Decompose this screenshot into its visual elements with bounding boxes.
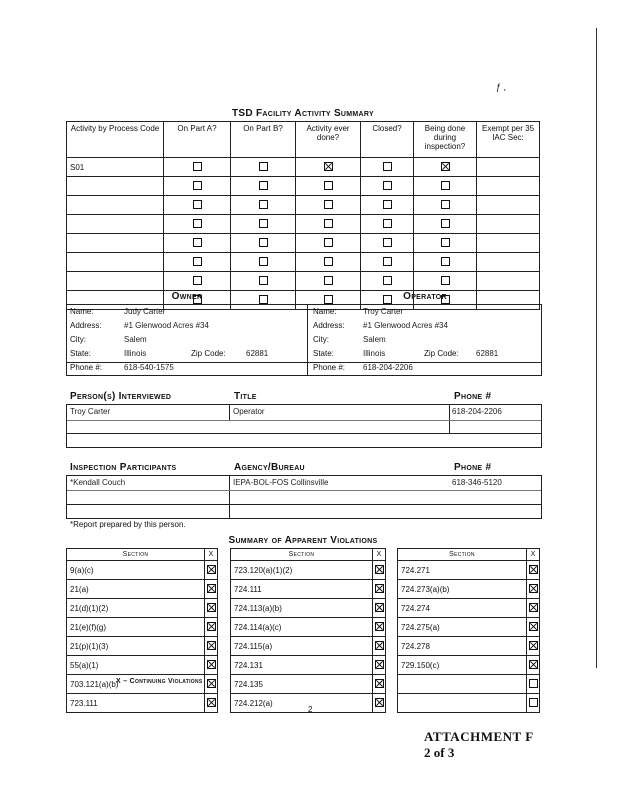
owner-city-value: Salem bbox=[124, 335, 147, 344]
participants-heading: Inspection Participants bbox=[70, 462, 177, 473]
continuing-violation-checkbox[interactable] bbox=[207, 660, 216, 669]
operator-zip-value: 62881 bbox=[476, 349, 499, 358]
activity-row bbox=[67, 215, 540, 234]
continuing-violation-checkbox[interactable] bbox=[375, 679, 384, 688]
continuing-violation-checkbox[interactable] bbox=[529, 679, 538, 688]
continuing-violation-checkbox[interactable] bbox=[207, 641, 216, 650]
part-a-checkbox[interactable] bbox=[193, 200, 202, 209]
ever-done-checkbox[interactable] bbox=[324, 162, 333, 171]
part-b-checkbox[interactable] bbox=[259, 238, 268, 247]
owner-phone-value: 618-540-1575 bbox=[124, 363, 174, 372]
continuing-violation-checkbox[interactable] bbox=[529, 584, 538, 593]
operator-name-value: Troy Carter bbox=[363, 307, 404, 316]
violation-section: 723.120(a)(1)(2) bbox=[231, 561, 373, 580]
owner-name-value: Judy Carter bbox=[124, 307, 166, 316]
continuing-violation-checkbox[interactable] bbox=[529, 698, 538, 707]
violation-row bbox=[231, 599, 386, 618]
part-b-checkbox[interactable] bbox=[259, 257, 268, 266]
violation-row bbox=[231, 618, 386, 637]
continuing-violation-checkbox[interactable] bbox=[207, 622, 216, 631]
interviewed-title-heading: Title bbox=[234, 391, 257, 402]
violation-row bbox=[398, 656, 540, 675]
continuing-violation-checkbox[interactable] bbox=[207, 565, 216, 574]
owner-state-value: Illinois bbox=[124, 349, 147, 358]
ever-done-checkbox[interactable] bbox=[324, 200, 333, 209]
violation-section: 724.212(a) bbox=[231, 694, 373, 713]
being-done-checkbox[interactable] bbox=[441, 200, 450, 209]
exempt-cell bbox=[477, 196, 540, 215]
closed-checkbox[interactable] bbox=[383, 200, 392, 209]
participant-phone-value: 618-346-5120 bbox=[452, 478, 502, 487]
part-b-checkbox[interactable] bbox=[259, 219, 268, 228]
violation-section: 723.111 bbox=[67, 694, 205, 713]
part-a-checkbox[interactable] bbox=[193, 276, 202, 285]
owner-heading: Owner bbox=[171, 291, 203, 302]
continuing-violation-checkbox[interactable] bbox=[375, 565, 384, 574]
operator-state-label: State: bbox=[313, 349, 334, 358]
violation-row bbox=[67, 561, 218, 580]
x-header-3: X bbox=[527, 549, 540, 561]
ever-done-checkbox[interactable] bbox=[324, 276, 333, 285]
violation-row bbox=[67, 618, 218, 637]
violation-row bbox=[67, 580, 218, 599]
closed-checkbox[interactable] bbox=[383, 219, 392, 228]
col-activity-code: Activity by Process Code bbox=[67, 122, 164, 158]
operator-phone-value: 618-204-2206 bbox=[363, 363, 413, 372]
part-a-checkbox[interactable] bbox=[193, 238, 202, 247]
section-header-1: Section bbox=[67, 549, 205, 561]
report-prepared-note: *Report prepared by this person. bbox=[70, 520, 186, 529]
continuing-violation-checkbox[interactable] bbox=[529, 641, 538, 650]
continuing-violations-footnote: X – Continuing Violations bbox=[116, 678, 203, 685]
violation-row bbox=[231, 656, 386, 675]
part-a-checkbox[interactable] bbox=[193, 162, 202, 171]
ever-done-checkbox[interactable] bbox=[324, 219, 333, 228]
continuing-violation-checkbox[interactable] bbox=[207, 679, 216, 688]
activity-row bbox=[67, 158, 540, 177]
exempt-cell bbox=[477, 215, 540, 234]
activity-row bbox=[67, 253, 540, 272]
exempt-cell bbox=[477, 253, 540, 272]
continuing-violation-checkbox[interactable] bbox=[375, 698, 384, 707]
activity-header-row bbox=[67, 122, 540, 158]
exempt-cell bbox=[477, 272, 540, 291]
being-done-checkbox[interactable] bbox=[441, 162, 450, 171]
part-a-checkbox[interactable] bbox=[193, 181, 202, 190]
violation-row bbox=[398, 618, 540, 637]
section-header-2: Section bbox=[231, 549, 373, 561]
attachment-page: 2 of 3 bbox=[424, 745, 455, 760]
operator-phone-label: Phone #: bbox=[313, 363, 346, 372]
interviewed-person-value: Troy Carter bbox=[70, 407, 111, 416]
interviewed-title-value: Operator bbox=[233, 407, 265, 416]
continuing-violation-checkbox[interactable] bbox=[207, 603, 216, 612]
violation-row bbox=[398, 599, 540, 618]
activity-code-cell: S01 bbox=[67, 158, 164, 177]
continuing-violation-checkbox[interactable] bbox=[529, 603, 538, 612]
violation-section: 21(e)(f)(g) bbox=[67, 618, 205, 637]
activity-code-cell bbox=[67, 177, 164, 196]
violation-section: 21(a) bbox=[67, 580, 205, 599]
violation-section: 724.135 bbox=[231, 675, 373, 694]
col-closed: Closed? bbox=[361, 122, 414, 158]
being-done-checkbox[interactable] bbox=[441, 219, 450, 228]
col-being-done: Being done during inspection? bbox=[414, 122, 477, 158]
violation-section: 21(d)(1)(2) bbox=[67, 599, 205, 618]
interviewed-heading: Person(s) Interviewed bbox=[70, 391, 172, 402]
violation-row bbox=[398, 561, 540, 580]
operator-zip-label: Zip Code: bbox=[424, 349, 459, 358]
continuing-violation-checkbox[interactable] bbox=[375, 603, 384, 612]
owner-address-value: #1 Glenwood Acres #34 bbox=[124, 321, 209, 330]
activity-row bbox=[67, 272, 540, 291]
violation-section: 729.150(c) bbox=[398, 656, 527, 675]
part-b-checkbox[interactable] bbox=[259, 181, 268, 190]
violation-row bbox=[67, 656, 218, 675]
violation-row bbox=[231, 637, 386, 656]
activity-summary-title: TSD Facility Activity Summary bbox=[232, 108, 374, 119]
violations-table-3 bbox=[397, 548, 540, 713]
violations-table-2 bbox=[230, 548, 386, 713]
col-on-part-b: On Part B? bbox=[231, 122, 296, 158]
page-number: 2 bbox=[308, 705, 313, 714]
part-b-checkbox[interactable] bbox=[259, 276, 268, 285]
violation-row bbox=[67, 694, 218, 713]
x-header-2: X bbox=[373, 549, 386, 561]
continuing-violation-checkbox[interactable] bbox=[375, 622, 384, 631]
operator-city-label: City: bbox=[313, 335, 329, 344]
continuing-violation-checkbox[interactable] bbox=[529, 660, 538, 669]
violation-section bbox=[398, 694, 527, 713]
operator-state-value: Illinois bbox=[363, 349, 386, 358]
activity-code-cell bbox=[67, 272, 164, 291]
activity-code-cell bbox=[67, 234, 164, 253]
activity-code-cell bbox=[67, 196, 164, 215]
being-done-checkbox[interactable] bbox=[441, 257, 450, 266]
closed-checkbox[interactable] bbox=[383, 257, 392, 266]
violation-row bbox=[398, 580, 540, 599]
violation-row bbox=[231, 561, 386, 580]
owner-city-label: City: bbox=[70, 335, 86, 344]
violation-section: 55(a)(1) bbox=[67, 656, 205, 675]
operator-address-label: Address: bbox=[313, 321, 345, 330]
being-done-checkbox[interactable] bbox=[441, 276, 450, 285]
continuing-violation-checkbox[interactable] bbox=[375, 660, 384, 669]
violation-section: 724.114(a)(c) bbox=[231, 618, 373, 637]
participant-value: *Kendall Couch bbox=[70, 478, 126, 487]
violation-row bbox=[398, 675, 540, 694]
violation-section: 724.115(a) bbox=[231, 637, 373, 656]
operator-address-value: #1 Glenwood Acres #34 bbox=[363, 321, 448, 330]
owner-zip-label: Zip Code: bbox=[191, 349, 226, 358]
part-b-checkbox[interactable] bbox=[259, 200, 268, 209]
interviewed-phone-value: 618-204-2206 bbox=[452, 407, 502, 416]
ever-done-checkbox[interactable] bbox=[324, 238, 333, 247]
violation-row bbox=[67, 637, 218, 656]
violations-title: Summary of Apparent Violations bbox=[228, 535, 378, 546]
col-activity-ever-done: Activity ever done? bbox=[296, 122, 361, 158]
violation-section: 724.278 bbox=[398, 637, 527, 656]
part-b-checkbox[interactable] bbox=[259, 162, 268, 171]
part-a-checkbox[interactable] bbox=[193, 257, 202, 266]
activity-summary-table bbox=[66, 121, 540, 310]
being-done-checkbox[interactable] bbox=[441, 181, 450, 190]
owner-state-label: State: bbox=[70, 349, 91, 358]
exempt-cell bbox=[477, 177, 540, 196]
violation-section: 21(p)(1)(3) bbox=[67, 637, 205, 656]
operator-city-value: Salem bbox=[363, 335, 386, 344]
col-exempt: Exempt per 35 IAC Sec: bbox=[477, 122, 540, 158]
violation-section bbox=[398, 675, 527, 694]
part-a-checkbox[interactable] bbox=[193, 219, 202, 228]
owner-phone-label: Phone #: bbox=[70, 363, 103, 372]
scan-edge-line bbox=[596, 28, 597, 668]
being-done-checkbox[interactable] bbox=[441, 238, 450, 247]
violation-section: 724.131 bbox=[231, 656, 373, 675]
agency-value: IEPA-BOL-FOS Collinsville bbox=[233, 478, 329, 487]
violation-section: 9(a)(c) bbox=[67, 561, 205, 580]
violations-table-1 bbox=[66, 548, 218, 713]
violation-section: 724.111 bbox=[231, 580, 373, 599]
violation-row bbox=[398, 637, 540, 656]
violation-row bbox=[398, 694, 540, 713]
violation-section: 703.121(a)(b) bbox=[67, 675, 205, 694]
violation-section: 724.273(a)(b) bbox=[398, 580, 527, 599]
activity-code-cell bbox=[67, 215, 164, 234]
activity-code-cell bbox=[67, 253, 164, 272]
operator-heading: Operator bbox=[403, 291, 447, 302]
col-on-part-a: On Part A? bbox=[164, 122, 231, 158]
activity-row bbox=[67, 196, 540, 215]
violation-row bbox=[231, 580, 386, 599]
violation-row bbox=[67, 599, 218, 618]
closed-checkbox[interactable] bbox=[383, 238, 392, 247]
violation-section: 724.275(a) bbox=[398, 618, 527, 637]
continuing-violation-checkbox[interactable] bbox=[529, 622, 538, 631]
activity-row bbox=[67, 177, 540, 196]
section-header-3: Section bbox=[398, 549, 527, 561]
closed-checkbox[interactable] bbox=[383, 181, 392, 190]
interviewed-phone-heading: Phone # bbox=[454, 391, 492, 402]
activity-row bbox=[67, 234, 540, 253]
violation-section: 724.271 bbox=[398, 561, 527, 580]
continuing-violation-checkbox[interactable] bbox=[207, 584, 216, 593]
closed-checkbox[interactable] bbox=[383, 276, 392, 285]
exempt-cell bbox=[477, 234, 540, 253]
continuing-violation-checkbox[interactable] bbox=[375, 584, 384, 593]
participants-phone-heading: Phone # bbox=[454, 462, 492, 473]
continuing-violation-checkbox[interactable] bbox=[529, 565, 538, 574]
operator-name-label: Name: bbox=[313, 307, 337, 316]
agency-heading: Agency/Bureau bbox=[234, 462, 305, 473]
attachment-label: ATTACHMENT F bbox=[424, 729, 534, 744]
violation-row bbox=[231, 675, 386, 694]
owner-zip-value: 62881 bbox=[246, 349, 269, 358]
exempt-cell bbox=[477, 158, 540, 177]
ever-done-checkbox[interactable] bbox=[324, 257, 333, 266]
owner-address-label: Address: bbox=[70, 321, 102, 330]
continuing-violation-checkbox[interactable] bbox=[375, 641, 384, 650]
ever-done-checkbox[interactable] bbox=[324, 181, 333, 190]
owner-name-label: Name: bbox=[70, 307, 94, 316]
violation-section: 724.113(a)(b) bbox=[231, 599, 373, 618]
corner-mark: ƒ , bbox=[496, 82, 507, 92]
continuing-violation-checkbox[interactable] bbox=[207, 698, 216, 707]
closed-checkbox[interactable] bbox=[383, 162, 392, 171]
x-header-1: X bbox=[205, 549, 218, 561]
violation-section: 724.274 bbox=[398, 599, 527, 618]
